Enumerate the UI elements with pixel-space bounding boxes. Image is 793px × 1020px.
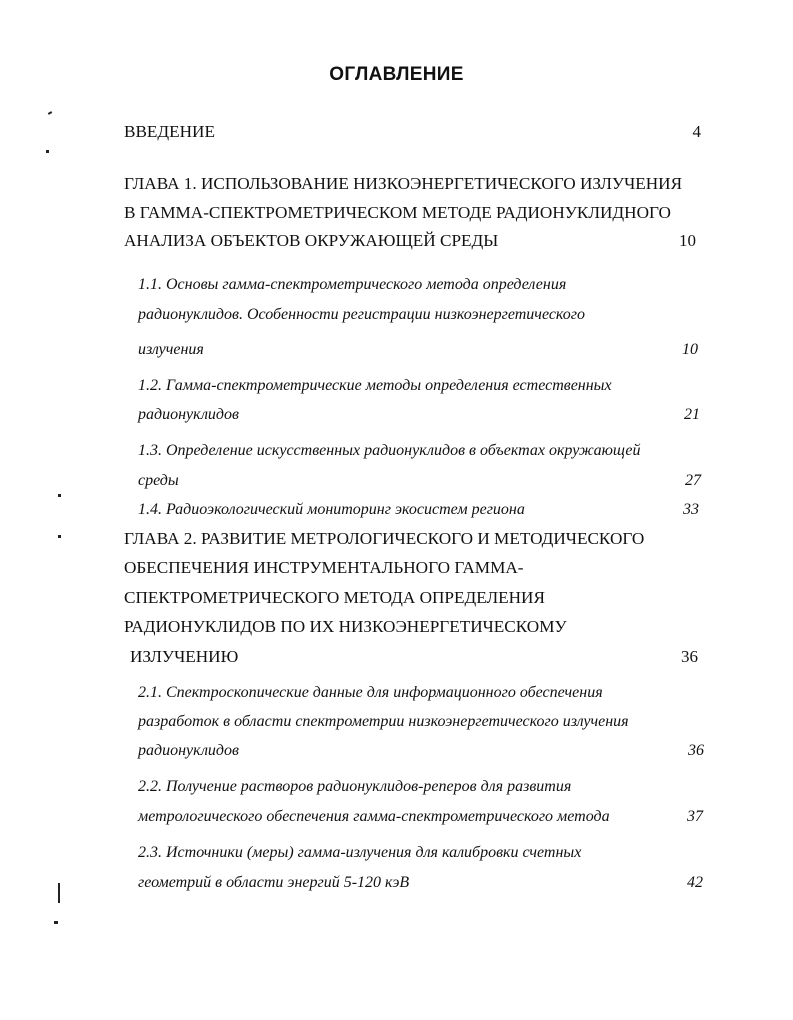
toc-entry-1-4-line-1: 1.4. Радиоэкологический мониторинг экосистем региона (138, 501, 525, 518)
toc-entry-1-1-line-3: излучения (138, 341, 204, 358)
toc-entry-chapter-2-line-1: ГЛАВА 2. РАЗВИТИЕ МЕТРОЛОГИЧЕСКОГО И МЕТОДИЧЕСКОГО (124, 529, 645, 548)
toc-entry-chapter-1-line-2: В ГАММА-СПЕКТРОМЕТРИЧЕСКОМ МЕТОДЕ РАДИОНУКЛИДНОГО (124, 203, 671, 222)
page-title: ОГЛАВЛЕНИЕ (329, 64, 464, 85)
toc-entry-chapter-2-line-4: РАДИОНУКЛИДОВ ПО ИХ НИЗКОЭНЕРГЕТИЧЕСКОМУ (124, 617, 567, 636)
toc-page-number-2-2: 37 (687, 808, 703, 825)
toc-page-number-chapter-1: 10 (679, 231, 696, 250)
toc-page-number-1-2: 21 (684, 406, 700, 423)
scan-artifact-mark (58, 535, 61, 538)
toc-page-number-2-3: 42 (687, 874, 703, 891)
toc-entry-2-1-line-2: разработок в области спектрометрии низкоэнергетического излучения (138, 713, 629, 730)
toc-page-number-1-4: 33 (683, 501, 699, 518)
toc-page-number-2-1: 36 (688, 742, 704, 759)
toc-entry-intro: ВВЕДЕНИЕ (124, 122, 215, 141)
scan-artifact-mark (54, 921, 58, 924)
scan-artifact-mark (46, 150, 49, 153)
toc-entry-chapter-2-line-3: СПЕКТРОМЕТРИЧЕСКОГО МЕТОДА ОПРЕДЕЛЕНИЯ (124, 588, 545, 607)
toc-page-number-intro: 4 (692, 122, 701, 141)
toc-entry-1-1-line-2: радионуклидов. Особенности регистрации низкоэнергетического (138, 306, 586, 323)
toc-entry-chapter-2-line-5: ИЗЛУЧЕНИЮ (130, 647, 239, 666)
toc-entry-chapter-2-line-2: ОБЕСПЕЧЕНИЯ ИНСТРУМЕНТАЛЬНОГО ГАММА- (124, 558, 524, 577)
toc-entry-1-3-line-1: 1.3. Определение искусственных радионуклидов в объектах окружающей (138, 442, 641, 459)
toc-entry-1-2-line-1: 1.2. Гамма-спектрометрические методы определения естественных (138, 377, 612, 394)
toc-entry-1-3-line-2: среды (138, 472, 179, 489)
toc-entry-1-2-line-2: радионуклидов (138, 406, 239, 423)
toc-entry-chapter-1-line-3: АНАЛИЗА ОБЪЕКТОВ ОКРУЖАЮЩЕЙ СРЕДЫ (124, 231, 499, 250)
toc-page-number-1-3: 27 (685, 472, 701, 489)
toc-entry-2-1-line-1: 2.1. Спектроскопические данные для информационного обеспечения (138, 684, 603, 701)
scan-artifact-mark (48, 111, 52, 115)
toc-entry-2-1-line-3: радионуклидов (138, 742, 239, 759)
toc-entry-chapter-1-line-1: ГЛАВА 1. ИСПОЛЬЗОВАНИЕ НИЗКОЭНЕРГЕТИЧЕСКОГО ИЗЛУЧЕНИЯ (124, 174, 683, 193)
scan-artifact-mark (58, 883, 60, 903)
toc-page-number-chapter-2: 36 (681, 647, 698, 666)
toc-entry-2-3-line-2: геометрий в области энергий 5-120 кэВ (138, 874, 410, 891)
toc-entry-2-2-line-1: 2.2. Получение растворов радионуклидов-реперов для развития (138, 778, 572, 795)
toc-entry-2-3-line-1: 2.3. Источники (меры) гамма-излучения для калибровки счетных (138, 844, 582, 861)
toc-page-number-1-1: 10 (682, 341, 698, 358)
toc-entry-1-1-line-1: 1.1. Основы гамма-спектрометрического метода определения (138, 276, 567, 293)
scan-artifact-mark (58, 494, 61, 497)
toc-entry-2-2-line-2: метрологического обеспечения гамма-спектрометрического метода (138, 808, 610, 825)
